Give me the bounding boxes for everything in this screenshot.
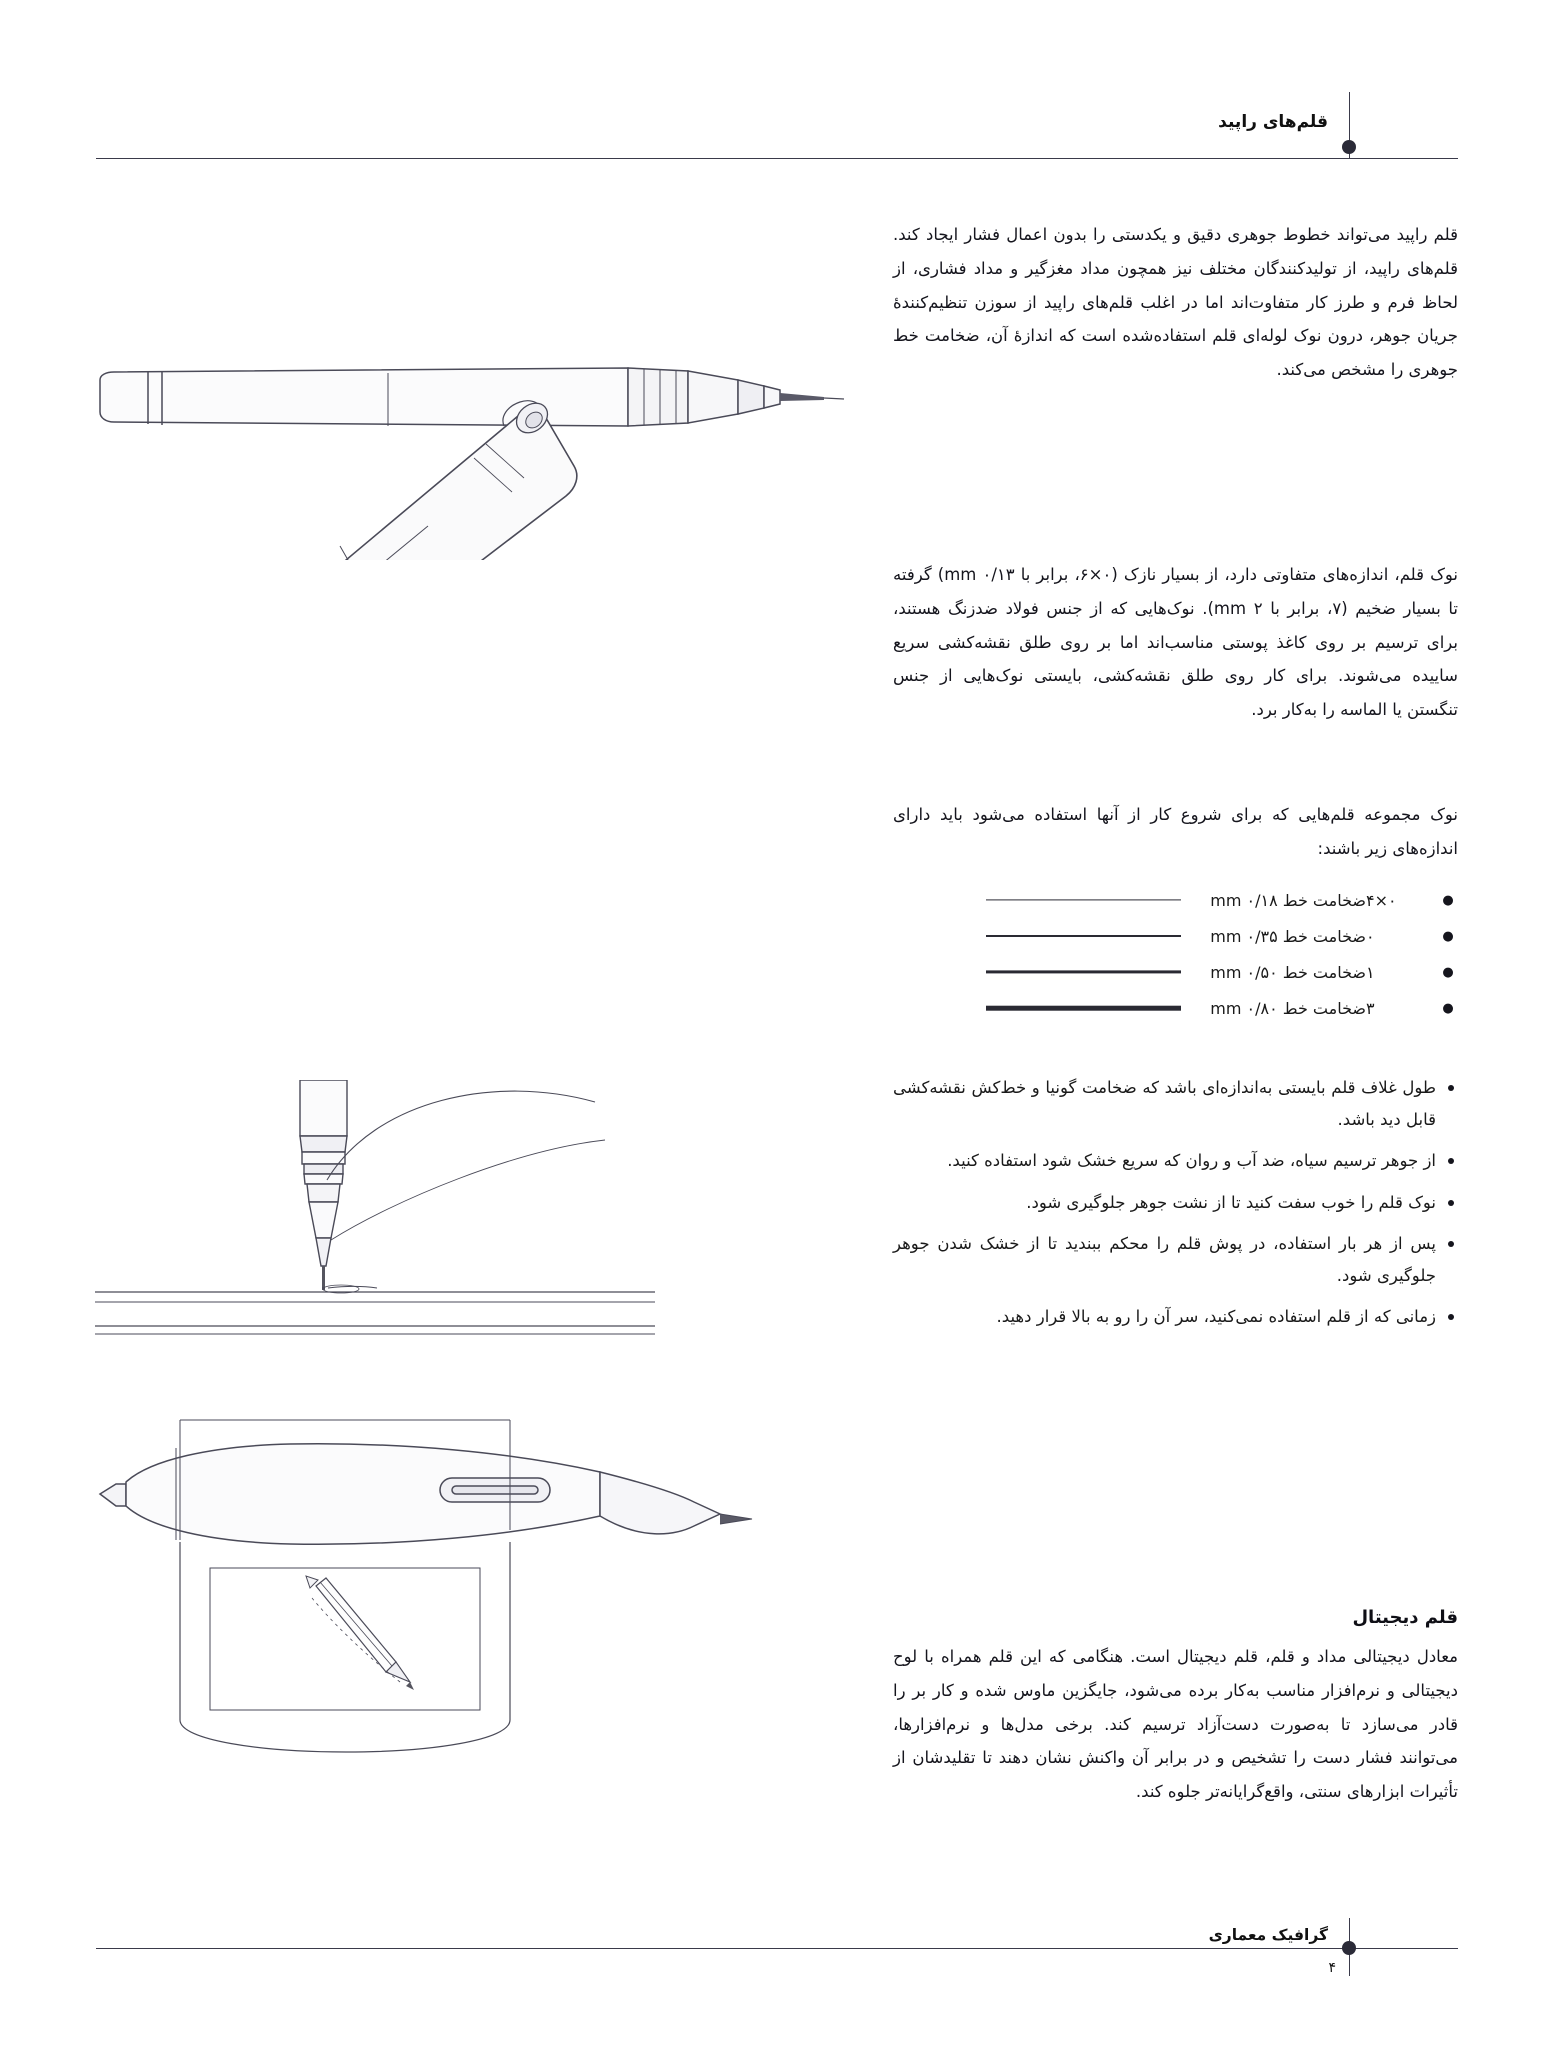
bullet-icon: ● — [1442, 892, 1454, 908]
paragraph-nib-sizes: نوک قلم، اندازه‌های متفاوتی دارد، از بسیار نازک (۰×۶، برابر با ۰/۱۳ mm) گرفته تا بسیار ضخیم (۷، برابر با ۲ mm). نوک‌هایی که از جنس فولاد ضدزنگ هستند، برای ترسیم بر روی کاغذ پوستی مناسب‌اند اما بر روی طلق نقشه‌کشی سریع ساییده می‌شوند. برای کار روی طلق نقشه‌کشی، بایستی نوک‌هایی از جنس تنگستن یا الماسه را به‌کار برد. — [893, 565, 1459, 720]
list-item — [978, 882, 1458, 918]
paragraph-intro: قلم راپید می‌تواند خطوط جوهری دقیق و یکدستی را بدون اعمال فشار ایجاد کند. قلم‌های راپید، از تولیدکنندگان مختلف نیز همچون مداد مغزگیر و مداد فشاری، از لحاظ فرم و طرز کار متفاوت‌اند اما در اغلب قلم‌های راپید از سوزن تنظیم‌کنندهٔ جریان جوهر، درون نوک لوله‌ای قلم استفاده‌شده است که اندازهٔ آن، ضخامت خط جوهری را مشخص می‌کند. — [893, 225, 1458, 380]
list-item: زمانی که از قلم استفاده نمی‌کنید، سر آن را رو به بالا قرار دهید. — [893, 1301, 1458, 1333]
book-title: گرافیک معماری — [1208, 1926, 1328, 1944]
line-weight-label: ضخامت خط ۰/۸۰ mm — [1210, 998, 1366, 1018]
usage-tips-list — [893, 1072, 1458, 1342]
line-weight-label: ضخامت خط ۰/۳۵ mm — [1210, 926, 1366, 946]
pen-nib-figure — [95, 1080, 715, 1350]
line-sample — [978, 962, 1191, 982]
list-item: نوک قلم را خوب سفت کنید تا از نشت جوهر جلوگیری شود. — [893, 1187, 1458, 1219]
line-sample — [978, 998, 1191, 1018]
header-dot-icon — [1342, 140, 1356, 154]
page-number: ۴ — [1328, 1960, 1336, 1976]
nib-size: ۳ — [1366, 998, 1375, 1018]
footer-dot-icon — [1342, 1941, 1356, 1955]
bullet-icon: ● — [1442, 1000, 1454, 1016]
paragraph-starter-set: نوک مجموعه قلم‌هایی که برای شروع کار از آنها استفاده می‌شود باید دارای اندازه‌های زیر باشند: — [893, 805, 1458, 858]
technical-pen-figure — [88, 230, 848, 560]
list-item: طول غلاف قلم بایستی به‌اندازه‌ای باشد که ضخامت گونیا و خط‌کش نقشه‌کشی قابل دید باشد. — [893, 1072, 1458, 1136]
line-weight-label: ضخامت خط ۰/۱۸ mm — [1210, 890, 1366, 910]
line-sample — [978, 890, 1191, 910]
list-item — [978, 990, 1458, 1026]
paragraph-digital-pen: معادل دیجیتالی مداد و قلم، قلم دیجیتال است. هنگامی که این قلم همراه با لوح دیجیتالی و نرم‌افزار مناسب به‌کار برده می‌شود، جایگزین ماوس شده و کار بر را قادر می‌سازد تا به‌صورت دست‌آزاد ترسیم کند. برخی مدل‌ها و نرم‌افزارها، می‌توانند فشار دست را تشخیص و در برابر آن واکنش نشان دهند تا تقلیدشان از تأثیرات ابزارهای سنتی، واقع‌گرایانه‌تر جلوه کند. — [893, 1647, 1458, 1802]
list-item — [978, 954, 1458, 990]
footer-divider — [96, 1948, 1458, 1949]
digital-pen-figure — [80, 1390, 780, 1820]
line-sample — [978, 926, 1191, 946]
page-header — [96, 112, 1458, 172]
header-divider — [96, 158, 1458, 159]
line-weight-label: ضخامت خط ۰/۵۰ mm — [1210, 962, 1366, 982]
bullet-icon: ● — [1442, 928, 1454, 944]
nib-size: ۱ — [1366, 962, 1375, 982]
list-item — [978, 918, 1458, 954]
list-item: از جوهر ترسیم سیاه، ضد آب و روان که سریع خشک شود استفاده کنید. — [893, 1145, 1458, 1177]
page-footer — [96, 1926, 1458, 1986]
list-item: پس از هر بار استفاده، در پوش قلم را محکم ببندید تا از خشک شدن جوهر جلوگیری شود. — [893, 1228, 1458, 1292]
page-title: قلم‌های راپید — [1218, 112, 1328, 132]
bullet-icon: ● — [1442, 964, 1454, 980]
line-weight-list — [978, 882, 1458, 1026]
nib-size: ۰×۴ — [1366, 890, 1397, 910]
section-heading-digital-pen: قلم دیجیتال — [1352, 1607, 1458, 1628]
nib-size: ۰ — [1366, 926, 1375, 946]
